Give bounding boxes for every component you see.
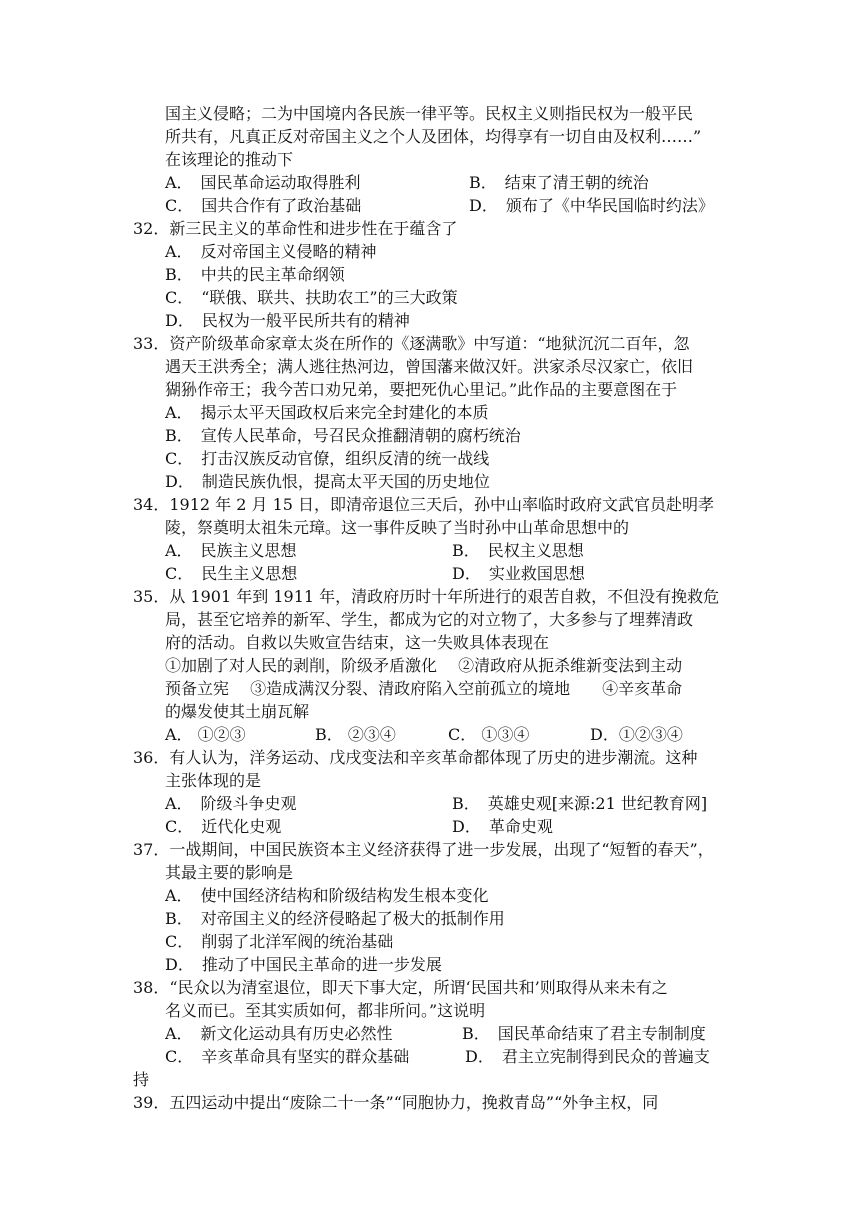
q31-option-b: B． 结束了清王朝的统治 [469,173,649,192]
q39-stem: 39．五四运动中提出“废除二十一条”“同胞协力，挽救青岛”“外争主权，同 [133,1093,659,1112]
q32-option-b: B． 中共的民主革命纲领 [165,265,345,284]
q34-stem-1: 34．1912 年 2 月 15 日，即清帝退位三天后，孙中山率临时政府文武官员赴明孝 [133,495,715,514]
q31-option-d: D． 颁布了《中华民国临时约法》 [469,196,714,215]
q37-stem-1: 37．一战期间，中国民族资本主义经济获得了进一步发展，出现了“短暂的春天”， [133,840,714,859]
q32-option-c: C． “联俄、联共、扶助农工”的三大政策 [165,288,458,307]
q37-option-a: A． 使中国经济结构和阶级结构发生根本变化 [165,886,489,905]
q38-option-d-wrap: 持 [133,1070,150,1089]
q37-option-c: C． 削弱了北洋军阀的统治基础 [165,932,394,951]
q35-stem-3: 府的活动。自救以失败宣告结束，这一失败具体表现在 [165,633,550,652]
q36-option-a: A． 阶级斗争史观 [165,794,297,813]
q33-option-b: B． 宣传人民革命，号召民众推翻清朝的腐朽统治 [165,426,521,445]
q33-option-a: A． 揭示太平天国政权后来完全封建化的本质 [165,403,489,422]
q37-option-d: D． 推动了中国民主革命的进一步发展 [165,955,442,974]
q37-option-b: B． 对帝国主义的经济侵略起了极大的抵制作用 [165,909,505,928]
q36-option-d: D． 革命史观 [452,817,553,836]
q33-stem-2: 遇天王洪秀全；满人逃往热河边，曾国藩来做汉奸。洪家杀尽汉家亡，依旧 [165,357,694,376]
intro-line-2: 所共有，凡真正反对帝国主义之个人及团体，均得享有一切自由及权利……” [165,127,702,146]
q32-option-d: D． 民权为一般平民所共有的精神 [165,311,410,330]
q35-items-3: 的爆发使其土崩瓦解 [165,702,310,721]
intro-line-3: 在该理论的推动下 [165,150,294,169]
q33-stem-1: 33．资产阶级革命家章太炎在所作的《逐满歌》中写道：“地狱沉沉二百年，忽 [133,334,690,353]
q35-option-b: B． ②③④ [315,725,396,744]
q33-option-c: C． 打击汉族反动官僚，组织反清的统一战线 [165,449,490,468]
q35-stem-1: 35．从 1901 年到 1911 年，清政府历时十年所进行的艰苦自救，不但没有挽救危 [133,587,720,606]
q36-option-c: C． 近代化史观 [165,817,282,836]
q34-option-b: B． 民权主义思想 [452,541,584,560]
q33-stem-3: 猢狲作帝王；我今苦口劝兄弟，要把死仇心里记。”此作品的主要意图在于 [165,380,678,399]
q34-option-c: C． 民生主义思想 [165,564,298,583]
q38-option-a: A． 新文化运动具有历史必然性 [165,1024,393,1043]
q35-option-d: D．①②③④ [590,725,683,744]
q36-stem-1: 36．有人认为，洋务运动、戊戌变法和辛亥革命都体现了历史的进步潮流。这种 [133,748,698,767]
q38-option-c: C． 辛亥革命具有坚实的群众基础 [165,1047,410,1066]
q32-option-a: A． 反对帝国主义侵略的精神 [165,242,377,261]
q33-option-d: D． 制造民族仇恨，提高太平天国的历史地位 [165,472,490,491]
q34-option-a: A． 民族主义思想 [165,541,297,560]
intro-line-1: 国主义侵略；二为中国境内各民族一律平等。民权主义则指民权为一般平民 [165,104,694,123]
q35-items-1: ①加剧了对人民的剥削，阶级矛盾激化 ②清政府从扼杀维新变法到主动 [165,656,683,675]
q38-stem-2: 名义而已。至其实质如何，都非所问。”这说明 [165,1001,486,1020]
q38-option-d: D． 君主立宪制得到民众的普遍支 [465,1047,710,1066]
q35-option-a: A． ①②③ [165,725,246,744]
q35-items-2: 预备立宪 ③造成满汉分裂、清政府陷入空前孤立的境地 ④辛亥革命 [165,679,683,698]
q34-stem-2: 陵，祭奠明太祖朱元璋。这一事件反映了当时孙中山革命思想中的 [165,518,630,537]
q32-stem: 32．新三民主义的革命性和进步性在于蕴含了 [133,219,458,238]
q34-option-d: D． 实业救国思想 [452,564,585,583]
q38-stem-1: 38．“民众以为清室退位，即天下事大定，所谓‘民国共和’则取得从来未有之 [133,978,668,997]
q35-option-c: C． ①③④ [448,725,530,744]
q36-option-b: B． 英雄史观[来源:21 世纪教育网] [452,794,708,813]
q37-stem-2: 其最主要的影响是 [165,863,294,882]
q36-stem-2: 主张体现的是 [165,771,262,790]
q35-stem-2: 局，甚至它培养的新军、学生，都成为它的对立物了，大多参与了埋葬清政 [165,610,694,629]
q31-option-c: C． 国共合作有了政治基础 [165,196,362,215]
q31-option-a: A． 国民革命运动取得胜利 [165,173,361,192]
q38-option-b: B． 国民革命结束了君主专制制度 [462,1024,706,1043]
